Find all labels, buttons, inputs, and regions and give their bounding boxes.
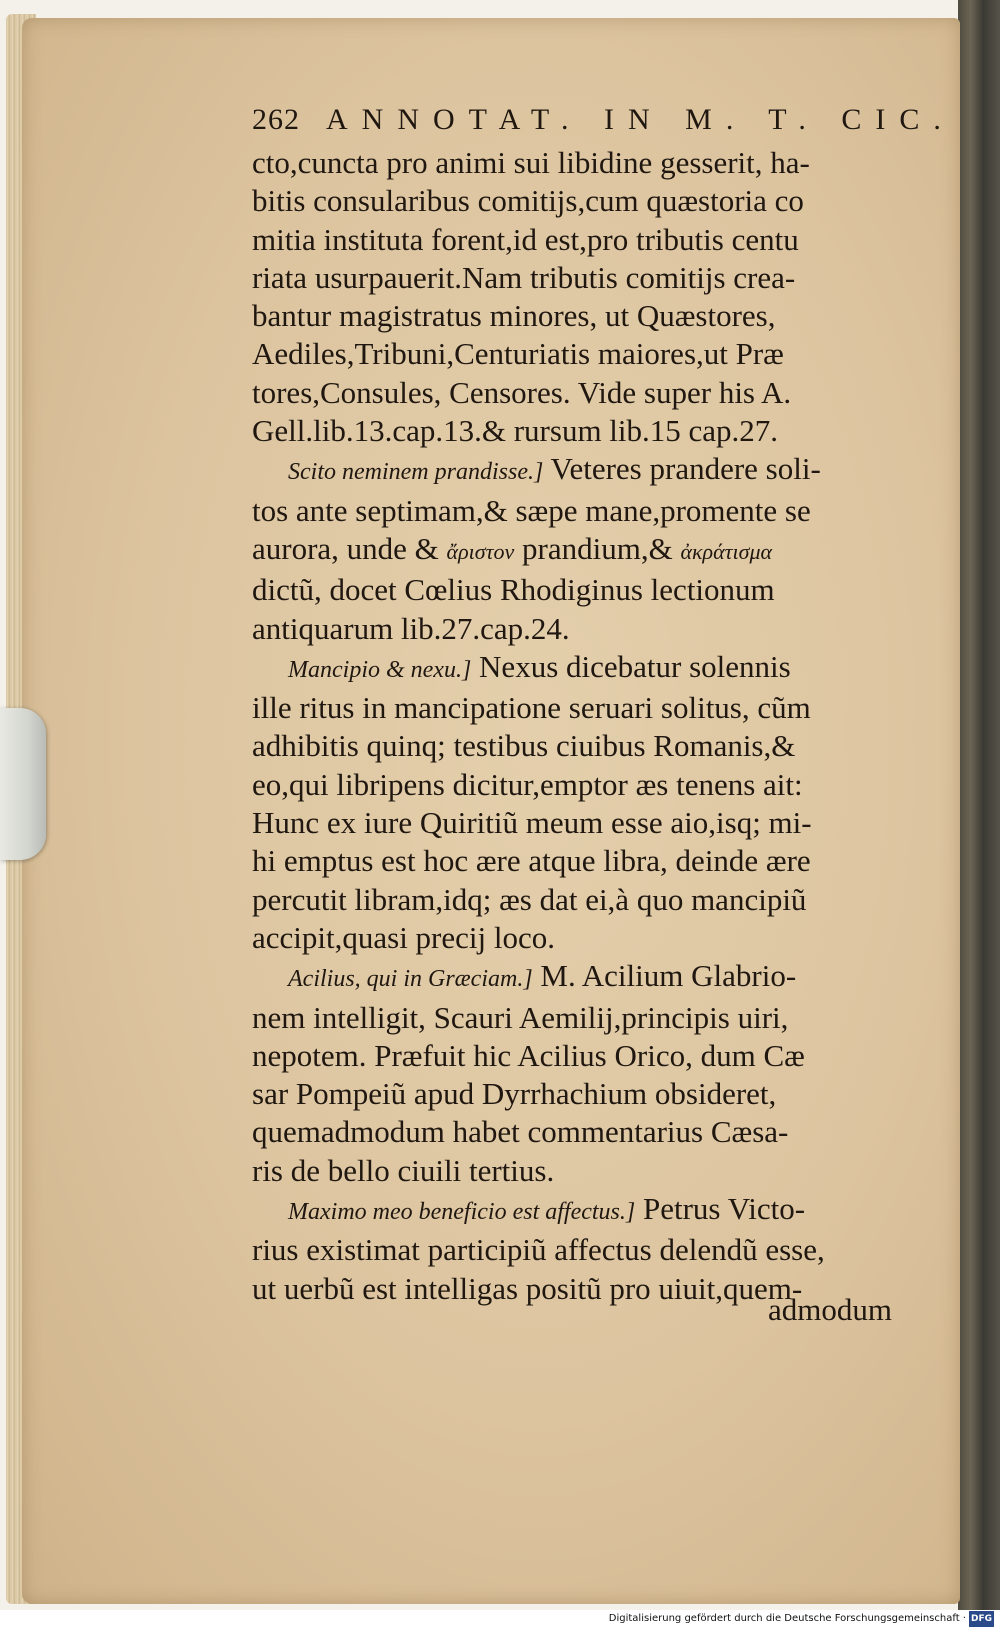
text-line: bitis consularibus comitijs,cum quæstoria co [252,183,804,219]
lemma: Mancipio & nexu.] [288,656,472,683]
text-block [252,98,955,1308]
paragraph-5 [252,1190,932,1308]
text-line: bantur magistratus minores, ut Quæstores, [252,298,776,334]
text-line: accipit,quasi precij loco. [252,919,555,955]
text-line [252,957,932,998]
text-line: antiquarum lib.27.cap.24. [252,610,570,646]
text-line [252,530,932,571]
digitization-credit [609,1610,994,1627]
text-line: rius existimat participiũ affectus delendũ esse, [252,1232,825,1268]
text-fragment: Petrus Victo- [643,1191,806,1227]
paragraph-4 [252,957,932,1190]
greek-word: ἀκράτισμα [680,538,773,564]
page-number: 262 [252,103,300,136]
text-line: Hunc ex iure Quiritiũ meum esse aio,isq; mi- [252,805,812,841]
lemma: Acilius, qui in Græciam.] [288,966,533,993]
text-line: mitia instituta forent,id est,pro tributis centu [252,221,799,257]
lemma: Scito neminem prandisse.] [288,459,544,486]
text-fragment: Nexus dicebatur solennis [479,648,791,684]
text-line: tores,Consules, Censores. Vide super his A. [252,374,792,410]
running-title: ANNOTAT. IN M. T. CIC. [326,103,955,136]
dfg-logo: DFG [969,1611,994,1627]
text-line: Aediles,Tribuni,Centuriatis maiores,ut Præ [252,336,784,372]
text-line: eo,qui libripens dicitur,emptor æs tenens ait: [252,766,803,802]
text-line: tos ante septimam,& sæpe mane,promente se [252,492,811,528]
text-line: ut uerbũ est intelligas positũ pro uiuit,quem- [252,1270,803,1306]
text-line: Gell.lib.13.cap.13.& rursum lib.15 cap.27. [252,413,779,449]
text-line: dictũ, docet Cœlius Rhodiginus lectionum [252,572,775,608]
catchword: admodum [768,1292,892,1327]
text-line: adhibitis quinq; testibus ciuibus Romanis,& [252,728,796,764]
lemma: Maximo meo beneficio est affectus.] [288,1199,636,1226]
text-line: ille ritus in mancipatione seruari solitus, cũm [252,690,811,726]
page-clip [0,708,46,860]
book-cover-edge [958,0,1000,1610]
text-fragment: aurora, unde & [252,530,439,566]
paragraph-3 [252,648,932,957]
text-line [252,1190,932,1231]
running-head [252,98,955,142]
credit-text: Digitalisierung gefördert durch die Deutsche Forschungsgemeinschaft · [608,1613,966,1624]
text-line: cto,cuncta pro animi sui libidine gesserit, ha- [252,145,810,180]
paragraph-2 [252,450,932,647]
text-line [252,648,932,689]
text-fragment: prandium,& [522,530,673,566]
greek-word: ἄριστον [446,538,515,564]
text-line: ris de bello ciuili tertius. [252,1152,555,1188]
text-line: percutit libram,idq; æs dat ei,à quo mancipiũ [252,881,807,917]
text-line: nepotem. Præfuit hic Acilius Orico, dum Cæ [252,1037,805,1073]
text-line [252,450,932,491]
text-line: hi emptus est hoc ære atque libra, deinde ære [252,843,811,879]
paragraph-1 [252,144,932,450]
text-line: quemadmodum habet commentarius Cæsa- [252,1114,789,1150]
text-line: sar Pompeiũ apud Dyrrhachium obsideret, [252,1076,777,1112]
text-fragment: Veteres prandere soli- [550,451,821,487]
text-line: riata usurpauerit.Nam tributis comitijs crea- [252,259,796,295]
text-line: nem intelligit, Scauri Aemilij,principis uiri, [252,999,789,1035]
text-fragment: M. Acilium Glabrio- [540,958,797,994]
